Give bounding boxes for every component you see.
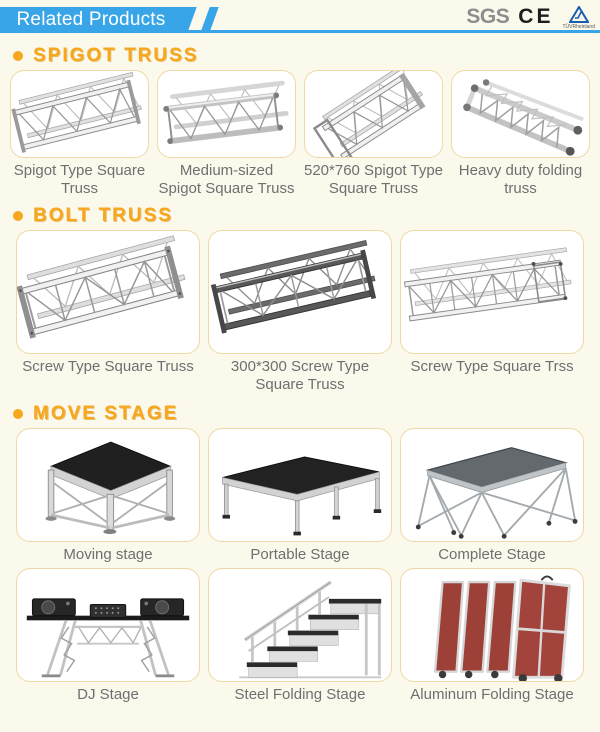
folding-truss-image	[452, 71, 589, 157]
square-truss-image	[305, 71, 442, 157]
product-row-bolt	[0, 230, 600, 398]
product-card-medium-spigot-square-truss[interactable]	[157, 70, 296, 200]
product-image-frame[interactable]	[16, 230, 200, 354]
product-card-spigot-type-square-truss[interactable]	[10, 70, 149, 200]
folded-stage-cart-image	[401, 569, 583, 681]
ce-logo: CE	[518, 5, 554, 28]
product-name[interactable]: Heavy duty folding truss	[458, 162, 583, 198]
product-card-300-300-screw-truss[interactable]	[208, 230, 392, 398]
product-name[interactable]: Screw Type Square Truss	[22, 358, 194, 375]
product-image-frame[interactable]	[400, 428, 584, 542]
product-image-frame[interactable]	[16, 568, 200, 682]
banner-ribbon-slash	[201, 7, 219, 31]
product-card-aluminum-folding-stage[interactable]	[400, 568, 584, 708]
product-card-steel-folding-stage[interactable]	[208, 568, 392, 708]
product-card-complete-stage[interactable]	[400, 428, 584, 568]
product-name[interactable]: DJ Stage	[77, 686, 139, 703]
tuv-logo	[562, 6, 595, 30]
product-image-frame[interactable]	[400, 230, 584, 354]
product-name[interactable]: Moving stage	[63, 546, 153, 563]
product-name[interactable]: Spigot Type Square Truss	[13, 162, 146, 198]
product-card-heavy-duty-folding-truss[interactable]	[451, 70, 590, 200]
section-title: SPIGOT TRUSS	[33, 44, 199, 66]
product-card-portable-stage[interactable]	[208, 428, 392, 568]
product-image-frame[interactable]	[208, 230, 392, 354]
dj-stage-image	[17, 569, 199, 681]
bullet-icon	[13, 409, 23, 419]
bullet-icon	[13, 51, 23, 61]
page-title: Related Products	[16, 9, 166, 30]
product-row-stage-2	[0, 568, 600, 708]
square-truss-image-dark	[209, 231, 391, 353]
stairs-image	[209, 569, 391, 681]
bullet-icon	[13, 211, 23, 221]
product-image-frame[interactable]	[400, 568, 584, 682]
product-card-dj-stage[interactable]	[16, 568, 200, 708]
product-name[interactable]: Portable Stage	[250, 546, 350, 563]
product-image-frame[interactable]	[10, 70, 149, 158]
section-header-move-stage	[13, 403, 600, 424]
product-row-stage-1	[0, 428, 600, 568]
product-card-520-760-spigot-truss[interactable]	[304, 70, 443, 200]
section-title: BOLT TRUSS	[33, 204, 173, 226]
moving-stage-image	[17, 429, 199, 541]
product-name[interactable]: Medium-sized Spigot Square Truss	[158, 162, 295, 198]
tuv-triangle-icon	[569, 6, 589, 24]
product-image-frame[interactable]	[208, 568, 392, 682]
product-image-frame[interactable]	[208, 428, 392, 542]
square-truss-image-long	[401, 231, 583, 353]
square-truss-image	[17, 231, 199, 353]
sgs-logo: SGS	[466, 5, 510, 28]
product-card-moving-stage[interactable]	[16, 428, 200, 568]
product-row-spigot	[0, 70, 600, 200]
product-image-frame[interactable]	[304, 70, 443, 158]
section-title: MOVE STAGE	[33, 402, 179, 424]
page-header	[0, 0, 600, 40]
product-name[interactable]: Steel Folding Stage	[234, 686, 366, 703]
product-name[interactable]: 300*300 Screw Type Square Truss	[230, 358, 370, 394]
product-name[interactable]: Aluminum Folding Stage	[410, 686, 574, 703]
product-name[interactable]: 520*760 Spigot Type Square Truss	[304, 162, 444, 198]
product-image-frame[interactable]	[16, 428, 200, 542]
product-card-screw-type-square-truss[interactable]	[16, 230, 200, 398]
section-header-bolt-truss	[13, 205, 600, 226]
certification-logos	[466, 5, 595, 30]
complete-stage-image	[401, 429, 583, 541]
product-image-frame[interactable]	[451, 70, 590, 158]
product-name[interactable]: Screw Type Square Trss	[410, 358, 574, 375]
tuv-logo-label: TÜVRheinland	[562, 24, 595, 30]
square-truss-image	[158, 71, 295, 157]
section-header-spigot-truss	[13, 45, 600, 66]
product-card-screw-type-square-trss[interactable]	[400, 230, 584, 398]
product-name[interactable]: Complete Stage	[438, 546, 546, 563]
portable-stage-image	[209, 429, 391, 541]
product-image-frame[interactable]	[157, 70, 296, 158]
square-truss-image	[11, 71, 148, 157]
